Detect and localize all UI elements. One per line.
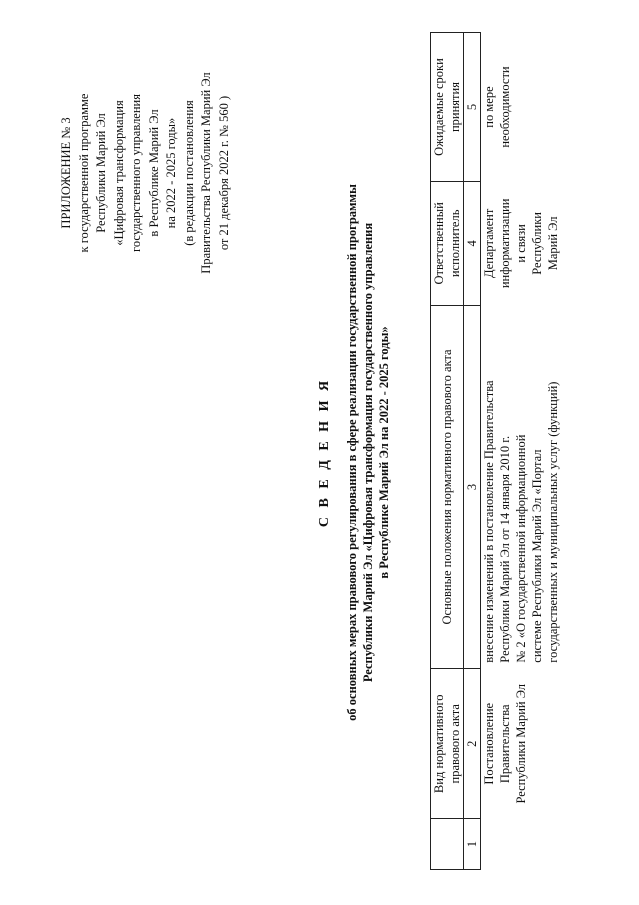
cell-line: государственных и муниципальных услуг (функций) [546,381,560,663]
cell-line: информатизации [498,198,512,289]
column-number-row [464,33,481,870]
header-cell [431,819,464,870]
appendix-line: в Республике Марий Эл [146,109,161,237]
cell-line: и связи [514,224,528,263]
header-cell: Ожидаемые сроки принятия [431,33,464,182]
appendix-line: Республики Марий Эл [94,113,108,233]
document-title-block [315,0,392,905]
column-number: 4 [464,182,481,306]
cell-line: системе Республики Марий Эл «Портал [530,449,544,663]
cell-line: внесение изменений в постановление Правительства [482,380,496,663]
column-number: 1 [464,819,481,870]
cell-line: Департамент [482,208,496,279]
column-number: 5 [464,33,481,182]
appendix-line: «Цифровая трансформация [111,100,126,246]
subtitle-line: в Республике Марий Эл на 2022 - 2025 годы» [377,326,391,579]
row-cell-act-type [481,669,562,819]
cell-line: по мере [482,86,496,128]
measures-table [430,32,561,870]
cell-line: Республики Марий Эл [514,683,528,804]
header-cell: Вид нормативного правового акта [431,669,464,819]
cell-line: необходимости [498,66,512,148]
appendix-line: (в редакции постановления [181,100,196,246]
cell-line: Правительства [498,704,512,784]
subtitle-line: об основных мерах правового регулирования в сфере реализации государственной программы [345,184,359,721]
cell-line: Республики Марий Эл от 14 января 2010 г. [498,435,512,663]
column-number: 2 [464,669,481,819]
document-title: С В Е Д Е Н И Я [317,377,332,528]
appendix-line: ПРИЛОЖЕНИЕ № 3 [59,117,73,229]
row-cell-provisions [481,305,562,669]
appendix-line: Правительства Республики Марий Эл [199,72,213,274]
subtitle-line: Республики Марий Эл «Цифровая трансформация государственного управления [361,222,375,683]
cell-line: Марий Эл [546,216,560,271]
column-number: 3 [464,305,481,669]
appendix-line: к государственной программе [76,93,91,253]
header-cell: Ответственный исполнитель [431,182,464,306]
appendix-line: на 2022 - 2025 годы» [164,117,178,229]
cell-line: Постановление [482,702,496,785]
document-subtitle [344,0,392,905]
appendix-line: от 21 декабря 2022 г. № 560 ) [216,95,231,251]
table-header-row [431,33,464,870]
table-row [481,33,562,870]
header-cell: Основные положения нормативного правового акта [431,305,464,669]
appendix-line: государственного управления [129,94,143,252]
row-cell-number [481,819,562,870]
cell-line: Республики [530,212,544,275]
row-cell-deadline [481,33,562,182]
appendix-block [58,23,233,323]
cell-line: № 2 «О государственной информационной [514,434,528,663]
row-cell-executor [481,182,562,306]
